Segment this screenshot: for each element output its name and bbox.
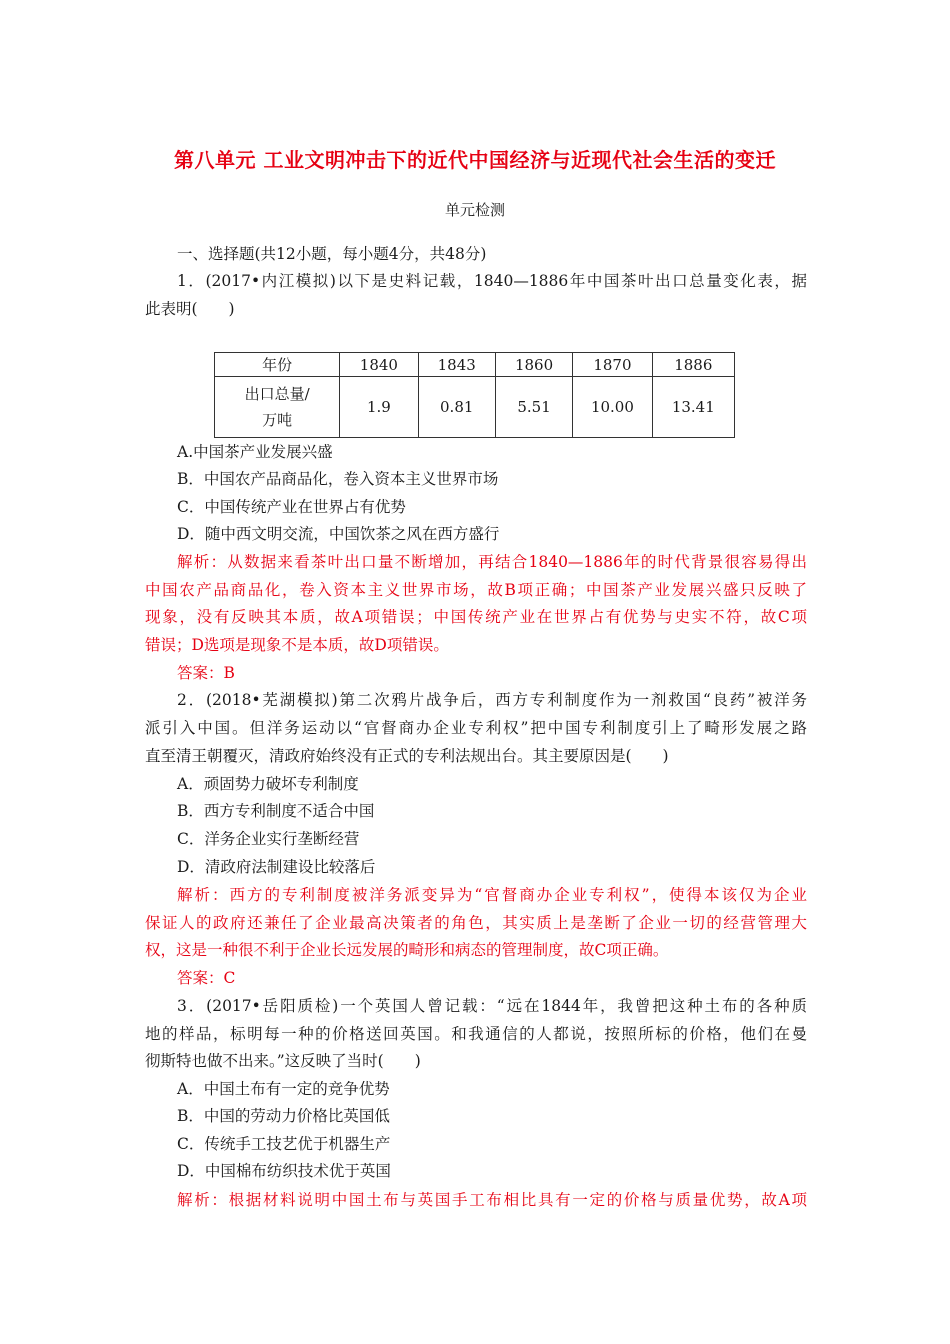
question-2-answer: 答案：C [177,969,236,987]
table-header-cell: 年份 [215,353,340,377]
question-1-option-b: B．中国农产品商品化，卷入资本主义世界市场 [177,470,499,488]
question-3-line-3: 彻斯特也做不出来。”这反映了当时( ) [145,1052,421,1070]
question-2-option-a: A．顽固势力破坏专利制度 [177,775,359,793]
table-header-cell: 1860 [495,353,572,377]
question-2-line-2: 派引入中国。但洋务运动以“官督商办企业专利权”把中国专利制度引上了畸形发展之路 [145,719,807,737]
unit-subtitle: 单元检测 [444,201,505,219]
question-1-analysis-line-4: 错误；D选项是现象不是本质，故D项错误。 [145,636,449,654]
table-header-row [215,353,735,377]
question-3-line-1: 3．(2017•岳阳质检)一个英国人曾记载：“远在1844年，我曾把这种土布的各种质 [177,997,807,1015]
question-2-line-1: 2．(2018•芜湖模拟)第二次鸦片战争后，西方专利制度作为一剂救国“良药”被洋务 [177,691,807,709]
tea-export-table [214,352,735,438]
question-1-line-2: 此表明( ) [145,300,235,318]
question-3-option-b: B．中国的劳动力价格比英国低 [177,1107,390,1125]
table-cell: 13.41 [652,377,734,438]
table-cell: 0.81 [418,377,495,438]
question-1-analysis-line-3: 现象，没有反映其本质，故A项错误；中国传统产业在世界占有优势与史实不符，故C项 [145,608,807,626]
row-label-line-1: 出口总量/ [244,385,310,403]
row-label-line-2: 万吨 [262,411,293,429]
section-heading: 一、选择题(共12小题，每小题4分，共48分) [177,245,487,263]
table-cell: 1.9 [340,377,418,438]
unit-title: 第八单元 工业文明冲击下的近代中国经济与近现代社会生活的变迁 [174,148,776,172]
question-2-option-d: D．清政府法制建设比较落后 [177,858,376,876]
question-2-line-3: 直至清王朝覆灭，清政府始终没有正式的专利法规出台。其主要原因是( ) [145,747,669,765]
table-cell: 10.00 [573,377,652,438]
question-1-analysis-line-1: 解析：从数据来看茶叶出口量不断增加，再结合1840—1886年的时代背景很容易得出 [177,553,807,571]
question-3-option-a: A．中国土布有一定的竞争优势 [177,1080,390,1098]
question-3-option-d: D．中国棉布纺织技术优于英国 [177,1162,391,1180]
question-1-answer: 答案：B [177,664,235,682]
question-3-option-c: C．传统手工技艺优于机器生产 [177,1135,391,1153]
question-2-option-b: B．西方专利制度不适合中国 [177,802,375,820]
question-2-analysis-line-1: 解析：西方的专利制度被洋务派变异为“官督商办企业专利权”，使得本该仅为企业 [177,886,807,904]
question-1-line-1: 1．(2017•内江模拟)以下是史料记载，1840—1886年中国茶叶出口总量变化表，据 [177,272,807,290]
question-1-option-d: D．随中西文明交流，中国饮茶之风在西方盛行 [177,525,500,543]
question-3-analysis-line-1: 解析：根据材料说明中国土布与英国手工布相比具有一定的价格与质量优势，故A项 [177,1191,807,1209]
question-2-analysis-line-3: 权，这是一种很不利于企业长远发展的畸形和病态的管理制度，故C项正确。 [145,941,669,959]
question-2-analysis-line-2: 保证人的政府还兼任了企业最高决策者的角色，其实质上是垄断了企业一切的经营管理大 [145,914,807,932]
table-header-cell: 1840 [340,353,418,377]
question-1-option-c: C．中国传统产业在世界占有优势 [177,498,406,516]
table-cell: 5.51 [495,377,572,438]
question-2-option-c: C．洋务企业实行垄断经营 [177,830,360,848]
question-1-analysis-line-2: 中国农产品商品化，卷入资本主义世界市场，故B项正确；中国茶产业发展兴盛只反映了 [145,581,807,599]
table-row [215,377,735,438]
table-header-cell: 1843 [418,353,495,377]
question-3-line-2: 地的样品，标明每一种的价格送回英国。和我通信的人都说，按照所标的价格，他们在曼 [145,1025,807,1043]
table-row-label [215,377,340,438]
table-header-cell: 1886 [652,353,734,377]
table-header-cell: 1870 [573,353,652,377]
question-1-option-a: A.中国茶产业发展兴盛 [177,443,333,461]
